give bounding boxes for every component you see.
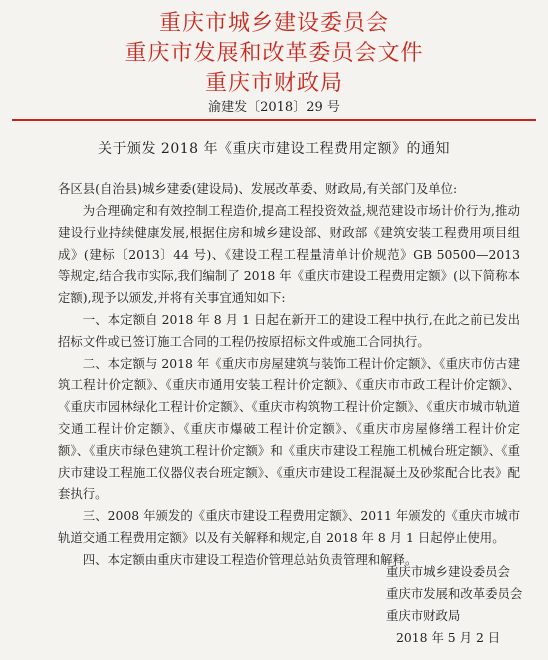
issuer-line-3: 重庆市财政局 xyxy=(204,71,343,96)
signature-block xyxy=(386,561,522,649)
header-divider xyxy=(12,119,536,121)
signature-org-2: 重庆市发展和改革委员会 xyxy=(386,586,523,601)
paragraph-item-3: 三、2008 年颁发的《重庆市建设工程费用定额》、2011 年颁发的《重庆市城市轨道交通工程费用定额》以及有关解释和规定,自 2018 年 8 月 1 日起停止使用。 xyxy=(58,508,520,545)
issuer-line-2: 重庆市发展和改革委员会文件 xyxy=(124,41,424,66)
signature-org-1: 重庆市城乡建设委员会 xyxy=(386,564,510,579)
salutation: 各区县(自治县)城乡建委(建设局)、发展改革委、财政局,有关部门及单位: xyxy=(58,181,458,196)
paragraph-item-1: 一、本定额自 2018 年 8 月 1 日起在新开工的建设工程中执行,在此之前已发出招标文件或已签订施工合同的工程仍按原招标文件或施工合同执行。 xyxy=(58,311,520,349)
issuer-line-1: 重庆市城乡建设委员会 xyxy=(158,11,389,36)
paragraph-intro: 为合理确定和有效控制工程造价,提高工程投资效益,规范建设市场计价行为,推动建设行业持续健康发展,根据住房和城乡建设部、财政部《建筑安装工程费用项目组成》(建标〔2013〕44 号)、《建设工程工程量清单计价规范》GB 50500—2013 等规定,结合我市实际,我们编制了 2018 年《重庆市建设工程费用定额》(以下简称本定额),现予以颁发,并将有关事宜通知如下: xyxy=(58,203,520,306)
signature-org-3: 重庆市财政局 xyxy=(386,608,461,623)
document-number: 渝建发〔2018〕29 号 xyxy=(208,100,340,115)
paragraph-item-4: 四、本定额由重庆市建设工程造价管理总站负责管理和解释。 xyxy=(82,551,418,567)
signature-date: 2018 年 5 月 2 日 xyxy=(396,630,501,645)
document-body xyxy=(58,200,520,571)
paragraph-item-2: 二、本定额与 2018 年《重庆市房屋建筑与装饰工程计价定额》、《重庆市仿古建筑工程计价定额》、《重庆市通用安装工程计价定额》、《重庆市市政工程计价定额》、《重庆市园林绿化工程计价定额》、《重庆市构筑物工程计价定额》、《重庆市城市轨道交通工程计价定额》、《重庆市爆破工程计价定额》、《重庆市房屋修缮工程计价定额》、《重庆市绿色建筑工程计价定额》和《重庆市建设工程施工机械台班定额》、《重庆市建设工程施工仪器仪表台班定额》、《重庆市建设工程混凝土及砂浆配合比表》配套执行。 xyxy=(58,355,520,502)
document-subject: 关于颁发 2018 年《重庆市建设工程费用定额》的通知 xyxy=(97,141,451,157)
